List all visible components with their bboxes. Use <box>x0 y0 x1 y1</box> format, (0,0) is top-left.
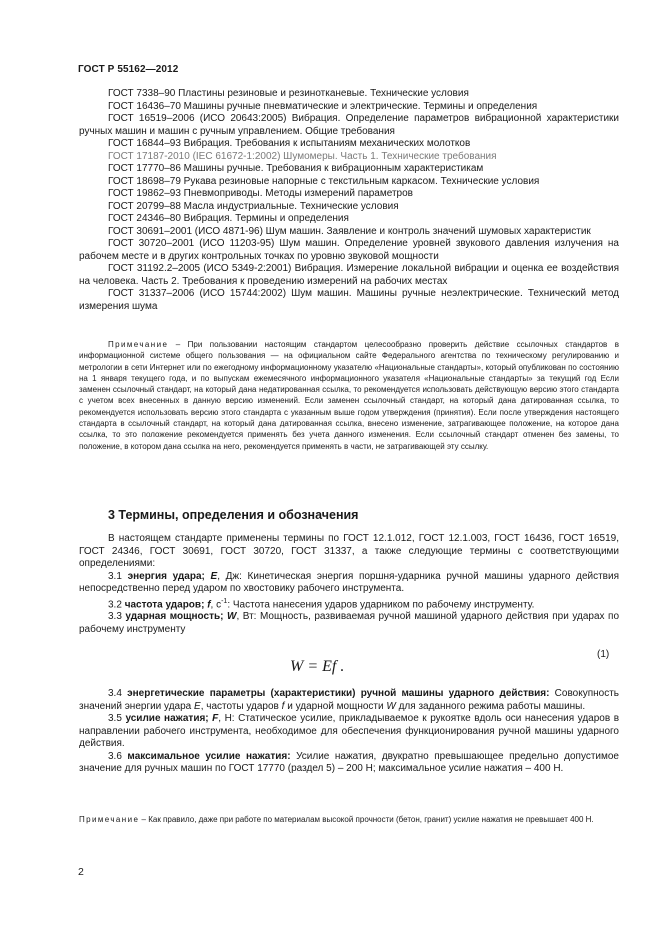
term-3-4: 3.4 энергетические параметры (характеристики) ручной машины ударного действия: Совокупность значений энергии удара E, частоты ударов f и ударной мощности W для заданного режима работы машины. <box>79 688 619 712</box>
note-label: Примечание <box>79 815 140 824</box>
reference-item: ГОСТ 30691–2001 (ИСО 4871-96) Шум машин. Заявление и контроль значений шумовых характеристик <box>108 225 591 237</box>
term-3-2: 3.2 частота ударов; f, $с^{-1}$: Частота нанесения ударов ударником по рабочему инструменту. <box>108 597 535 610</box>
reference-item: ГОСТ 19862–93 Пневмоприводы. Методы измерений параметров <box>108 188 413 199</box>
terms-block <box>79 533 619 636</box>
formula: W = Ef . <box>290 658 345 675</box>
reference-item: ГОСТ 7338–90 Пластины резиновые и резинотканевые. Технические условия <box>108 88 469 99</box>
terms-block-continued <box>79 688 619 776</box>
reference-item: ГОСТ 30720–2001 (ИСО 11203-95) Шум машин. Определение уровней звукового давления излучения на рабочем месте и в других контрольных точках по уровню звуковой мощности <box>79 238 619 262</box>
note-references <box>79 339 619 452</box>
term-3-5: 3.5 усилие нажатия; F, Н: Статическое усилие, прикладываемое к рукоятке вдоль оси нанесения ударов в направлении рабочего инструмента, необходимое для обеспечения функционирования ручной машины ударного действия. <box>79 713 620 749</box>
reference-item: ГОСТ 16844–93 Вибрация. Требования к испытаниям механических молотков <box>108 138 471 149</box>
page-number: 2 <box>78 866 84 878</box>
note-text: – При пользовании настоящим стандартом целесообразно проверить действие ссылочных стандартов в информационной системе общего пользования — на официальном сайте Федерального агентства по техническому регулированию и метрологии в сети Интернет или по ежегодному информационному указателю «Национальные стандарты», который опубликован по состоянию на 1 января текущего года, и по выпускам ежемесячного информационного указателя «Национальные стандарты» за текущий год Если заменен ссылочный стандарт, на который дана недатированная ссылка, то рекомендуется использовать действующую версию этого стандарта с учетом всех внесенных в данную версию изменений. Если заменен ссылочный стандарт, на который дана датированная ссылка, то рекомендуется использовать версию этого стандарта с указанным выше годом утверждения (принятия). Если после утверждения настоящего стандарта в ссылочный стандарт, на который дана датированная ссылка, внесено изменение, затрагивающее положение, на которое дана ссылка, то это положение рекомендуется применять без учета данного изменения. Если ссылочный стандарт отменен без замены, то положение, в котором дана ссылка на него, рекомендуется применять в части, не затрагивающей эту ссылку. <box>79 340 619 451</box>
reference-item: ГОСТ 24346–80 Вибрация. Термины и определения <box>108 213 349 224</box>
note-force <box>79 814 619 825</box>
reference-item: ГОСТ 17770–86 Машины ручные. Требования к вибрационным характеристикам <box>108 163 484 174</box>
reference-item: ГОСТ 31337–2006 (ИСО 15744:2002) Шум машин. Машины ручные неэлектрические. Технический метод измерения шума <box>79 288 619 312</box>
normative-references-list <box>79 88 619 313</box>
reference-item: ГОСТ 18698–79 Рукава резиновые напорные с текстильным каркасом. Технические условия <box>108 175 540 187</box>
note-label: Примечание <box>108 340 169 349</box>
document-header: ГОСТ Р 55162—2012 <box>78 64 179 75</box>
reference-item: ГОСТ 31192.2–2005 (ИСО 5349-2:2001) Вибрация. Измерение локальной вибрации и оценка ее воздействия на человека. Часть 2. Требования к проведению измерений на рабочих местах <box>79 263 619 287</box>
section-title: 3 Термины, определения и обозначения <box>108 508 359 522</box>
reference-item: ГОСТ 16519–2006 (ИСО 20643:2005) Вибрация. Определение параметров вибрационной характеристики ручных машин и машин с ручным управлением. Общие требования <box>79 113 619 137</box>
reference-item: ГОСТ 17187-2010 (IEC 61672-1:2002) Шумомеры. Часть 1. Технические требования <box>108 150 497 162</box>
reference-item: ГОСТ 20799–88 Масла индустриальные. Технические условия <box>108 200 399 212</box>
term-3-6: 3.6 максимальное усилие нажатия: Усилие нажатия, двукратно превышающее предельно допустимое значение для ручных машин по ГОСТ 17770 (раздел 5) – 200 Н; максимальное усилие нажатия – 400 Н. <box>79 750 619 774</box>
term-3-1: 3.1 энергия удара; E, Дж: Кинетическая энергия поршня-ударника ручной машины ударного действия непосредственно перед ударом по хвостовику рабочего инструмента. <box>79 570 619 594</box>
term-3-3: 3.3 ударная мощность; W, Вт: Мощность, развиваемая ручной машиной ударного действия при ударах по рабочему инструменту <box>79 611 620 635</box>
reference-item: ГОСТ 16436–70 Машины ручные пневматические и электрические. Термины и определения <box>108 100 538 112</box>
terms-intro: В настоящем стандарте применены термины по ГОСТ 12.1.012, ГОСТ 12.1.003, ГОСТ 16436, ГОСТ 16519, ГОСТ 24346, ГОСТ 30691, ГОСТ 30720, ГОСТ 31337, а также следующие термины с соответствующими определениями: <box>79 533 619 569</box>
formula-number: (1) <box>597 649 610 660</box>
note-text: – Как правило, даже при работе по материалам высокой прочности (бетон, гранит) усилие нажатия не превышает 400 Н. <box>139 815 594 824</box>
